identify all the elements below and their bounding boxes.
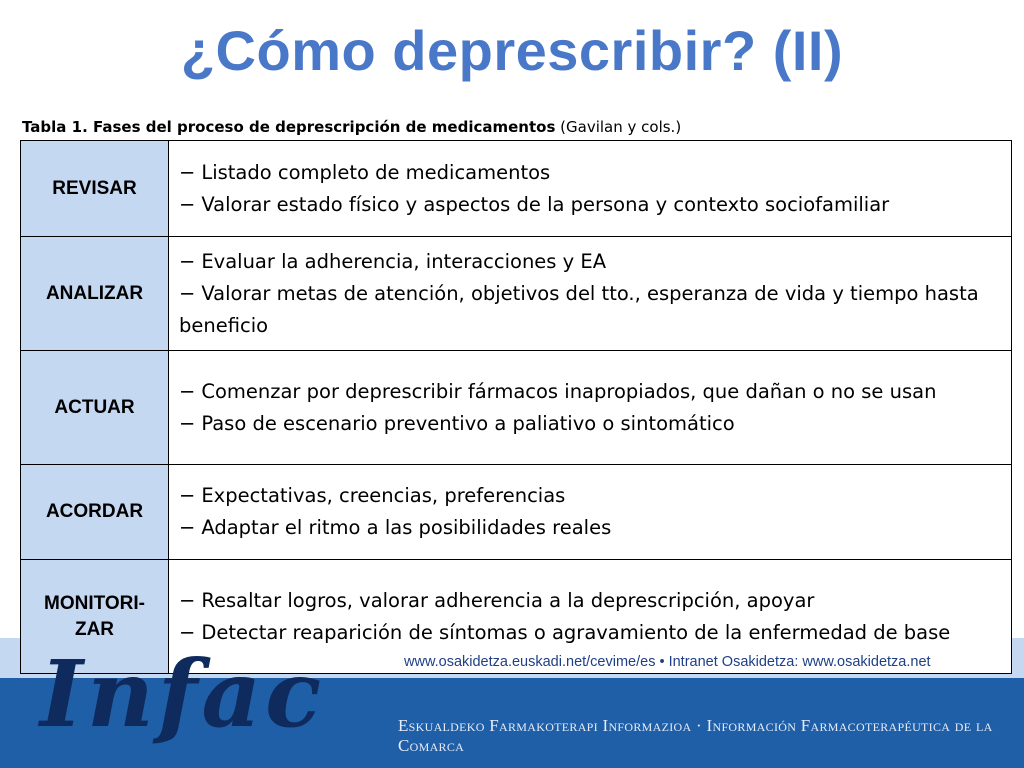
phase-cell-analizar: ANALIZAR xyxy=(21,237,169,351)
list-item xyxy=(179,480,1001,512)
dash-icon: − xyxy=(179,516,196,539)
footer-links[interactable]: www.osakidetza.euskadi.net/cevime/es • Intranet Osakidetza: www.osakidetza.net xyxy=(404,654,931,670)
table-row xyxy=(21,141,1012,237)
list-item-text: Valorar estado físico y aspectos de la persona y contexto sociofamiliar xyxy=(201,192,890,216)
dash-icon: − xyxy=(179,588,196,612)
dash-icon: − xyxy=(179,379,196,403)
list-item xyxy=(179,408,1001,440)
list-item xyxy=(179,189,1001,221)
table-row xyxy=(21,351,1012,465)
phases-table xyxy=(20,140,1012,674)
list-item-text: Resaltar logros, valorar adherencia a la deprescripción, apoyar xyxy=(201,588,815,612)
phase-cell-acordar: ACORDAR xyxy=(21,465,169,560)
list-item xyxy=(179,376,1001,408)
list-item-text: Paso de escenario preventivo a paliativo o sintomático xyxy=(201,411,735,435)
table-caption xyxy=(22,118,681,136)
list-item-text: Evaluar la adherencia, interacciones y EA xyxy=(201,249,607,273)
list-item-text: Expectativas, creencias, preferencias xyxy=(201,484,566,507)
desc-cell-actuar xyxy=(169,351,1012,465)
list-item xyxy=(179,585,1001,617)
list-item-text: Listado completo de medicamentos xyxy=(201,160,551,184)
table-caption-source: (Gavilan y cols.) xyxy=(555,118,682,136)
slide-title: ¿Cómo deprescribir? (II) xyxy=(180,19,844,82)
table-row xyxy=(21,465,1012,560)
phase-cell-actuar: ACTUAR xyxy=(21,351,169,465)
list-item-text: Detectar reaparición de síntomas o agravamiento de la enfermedad de base xyxy=(201,620,951,644)
list-item-text: Comenzar por deprescribir fármacos inapropiados, que dañan o no se usan xyxy=(201,379,937,403)
list-item xyxy=(179,512,1001,544)
footer-tagline: Eskualdeko Farmakoterapi Informazioa · Información Farmacoterapéutica de la Comarca xyxy=(398,716,993,755)
dash-icon: − xyxy=(179,411,196,435)
dash-icon: − xyxy=(179,249,196,273)
list-item xyxy=(179,157,1001,189)
desc-cell-acordar xyxy=(169,465,1012,560)
list-item-text: Valorar metas de atención, objetivos del tto., esperanza de vida y tiempo hasta beneficio xyxy=(179,281,979,337)
dash-icon: − xyxy=(179,192,196,216)
desc-cell-analizar xyxy=(169,237,1012,351)
dash-icon: − xyxy=(179,620,196,644)
list-item xyxy=(179,278,1001,342)
dash-icon: − xyxy=(179,160,196,184)
list-item xyxy=(179,246,1001,278)
phase-cell-revisar: REVISAR xyxy=(21,141,169,237)
phase-label-line2: ZAR xyxy=(74,618,115,640)
infac-logo: Infac xyxy=(40,640,326,748)
table-caption-bold: Tabla 1. Fases del proceso de deprescripción de medicamentos xyxy=(22,118,556,136)
dash-icon: − xyxy=(179,281,196,305)
dash-icon: − xyxy=(179,484,196,507)
list-item-text: Adaptar el ritmo a las posibilidades reales xyxy=(201,516,612,539)
table-row xyxy=(21,237,1012,351)
desc-cell-revisar xyxy=(169,141,1012,237)
phase-label-line1: MONITORI- xyxy=(44,592,145,614)
